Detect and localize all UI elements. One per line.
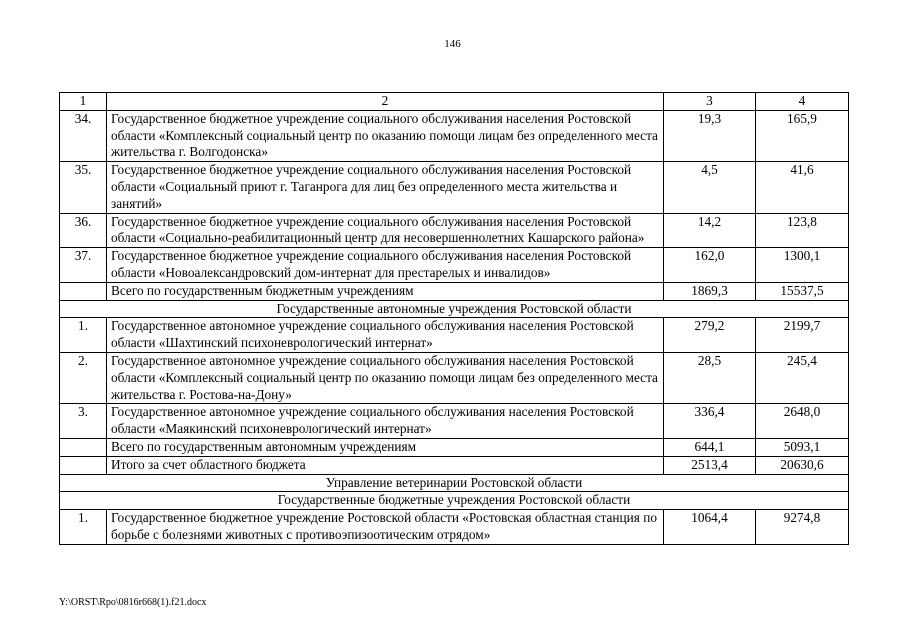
row-number: 2. xyxy=(60,352,107,403)
total-row xyxy=(60,282,849,300)
header-col-3: 3 xyxy=(664,93,756,111)
header-col-4: 4 xyxy=(756,93,849,111)
row-description: Государственное бюджетное учреждение социального обслуживания населения Ростовской области «Социальный приют г. Таганрога для лиц без определенного места жительства и занятий» xyxy=(107,162,664,213)
section-heading: Государственные автономные учреждения Ростовской области xyxy=(60,300,849,318)
row-description: Государственное автономное учреждение социального обслуживания населения Ростовской области «Шахтинский психоневрологический интернат» xyxy=(107,318,664,353)
row-number: 34. xyxy=(60,110,107,161)
row-description: Государственное автономное учреждение социального обслуживания населения Ростовской области «Маякинский психоневрологический интернат» xyxy=(107,404,664,439)
row-value-col4: 20630,6 xyxy=(756,456,849,474)
table-row xyxy=(60,352,849,403)
row-number: 35. xyxy=(60,162,107,213)
section-heading: Управление ветеринарии Ростовской области xyxy=(60,474,849,492)
row-value-col3: 19,3 xyxy=(664,110,756,161)
row-value-col3: 644,1 xyxy=(664,438,756,456)
file-path-footer: Y:\ORST\Rpo\0816r668(1).f21.docx xyxy=(59,597,207,608)
table-row xyxy=(60,248,849,283)
row-description: Итого за счет областного бюджета xyxy=(107,456,664,474)
row-number: 1. xyxy=(60,510,107,545)
row-number: 37. xyxy=(60,248,107,283)
row-value-col4: 41,6 xyxy=(756,162,849,213)
row-number xyxy=(60,438,107,456)
row-number: 36. xyxy=(60,213,107,248)
row-description: Государственное бюджетное учреждение социального обслуживания населения Ростовской области «Социально-реабилитационный центр для несовершеннолетних Кашарского района» xyxy=(107,213,664,248)
row-number xyxy=(60,282,107,300)
section-heading-row xyxy=(60,300,849,318)
row-value-col3: 4,5 xyxy=(664,162,756,213)
row-value-col4: 165,9 xyxy=(756,110,849,161)
header-col-1: 1 xyxy=(60,93,107,111)
total-row xyxy=(60,438,849,456)
row-value-col4: 2199,7 xyxy=(756,318,849,353)
row-description: Государственное бюджетное учреждение социального обслуживания населения Ростовской области «Комплексный социальный центр по оказанию помощи лицам без определенного места жительства г. Волгодонска» xyxy=(107,110,664,161)
row-value-col4: 123,8 xyxy=(756,213,849,248)
row-description: Всего по государственным автономным учреждениям xyxy=(107,438,664,456)
section-heading: Государственные бюджетные учреждения Ростовской области xyxy=(60,492,849,510)
row-value-col3: 279,2 xyxy=(664,318,756,353)
row-value-col4: 245,4 xyxy=(756,352,849,403)
row-value-col4: 15537,5 xyxy=(756,282,849,300)
row-value-col4: 9274,8 xyxy=(756,510,849,545)
row-value-col4: 5093,1 xyxy=(756,438,849,456)
row-value-col3: 1064,4 xyxy=(664,510,756,545)
row-description: Государственное автономное учреждение социального обслуживания населения Ростовской области «Комплексный социальный центр по оказанию помощи лицам без определенного места жительства г. Ростова-на-Дону» xyxy=(107,352,664,403)
row-description: Всего по государственным бюджетным учреждениям xyxy=(107,282,664,300)
row-value-col3: 162,0 xyxy=(664,248,756,283)
row-number: 3. xyxy=(60,404,107,439)
row-description: Государственное бюджетное учреждение социального обслуживания населения Ростовской области «Новоалександровский дом-интернат для престарелых и инвалидов» xyxy=(107,248,664,283)
row-number xyxy=(60,456,107,474)
table-row xyxy=(60,404,849,439)
row-number: 1. xyxy=(60,318,107,353)
section-heading-row xyxy=(60,474,849,492)
row-value-col3: 2513,4 xyxy=(664,456,756,474)
row-value-col4: 1300,1 xyxy=(756,248,849,283)
section-heading-row xyxy=(60,492,849,510)
header-col-2: 2 xyxy=(107,93,664,111)
table-row xyxy=(60,110,849,161)
table-row xyxy=(60,510,849,545)
row-value-col3: 28,5 xyxy=(664,352,756,403)
table-row xyxy=(60,318,849,353)
row-description: Государственное бюджетное учреждение Ростовской области «Ростовская областная станция по борьбе с болезнями животных с противоэпизоотическим отрядом» xyxy=(107,510,664,545)
table-header-row xyxy=(60,93,849,111)
table-row xyxy=(60,162,849,213)
row-value-col4: 2648,0 xyxy=(756,404,849,439)
total-row xyxy=(60,456,849,474)
budget-table xyxy=(59,92,849,545)
row-value-col3: 14,2 xyxy=(664,213,756,248)
page-number: 146 xyxy=(444,38,461,50)
table-row xyxy=(60,213,849,248)
row-value-col3: 336,4 xyxy=(664,404,756,439)
row-value-col3: 1869,3 xyxy=(664,282,756,300)
